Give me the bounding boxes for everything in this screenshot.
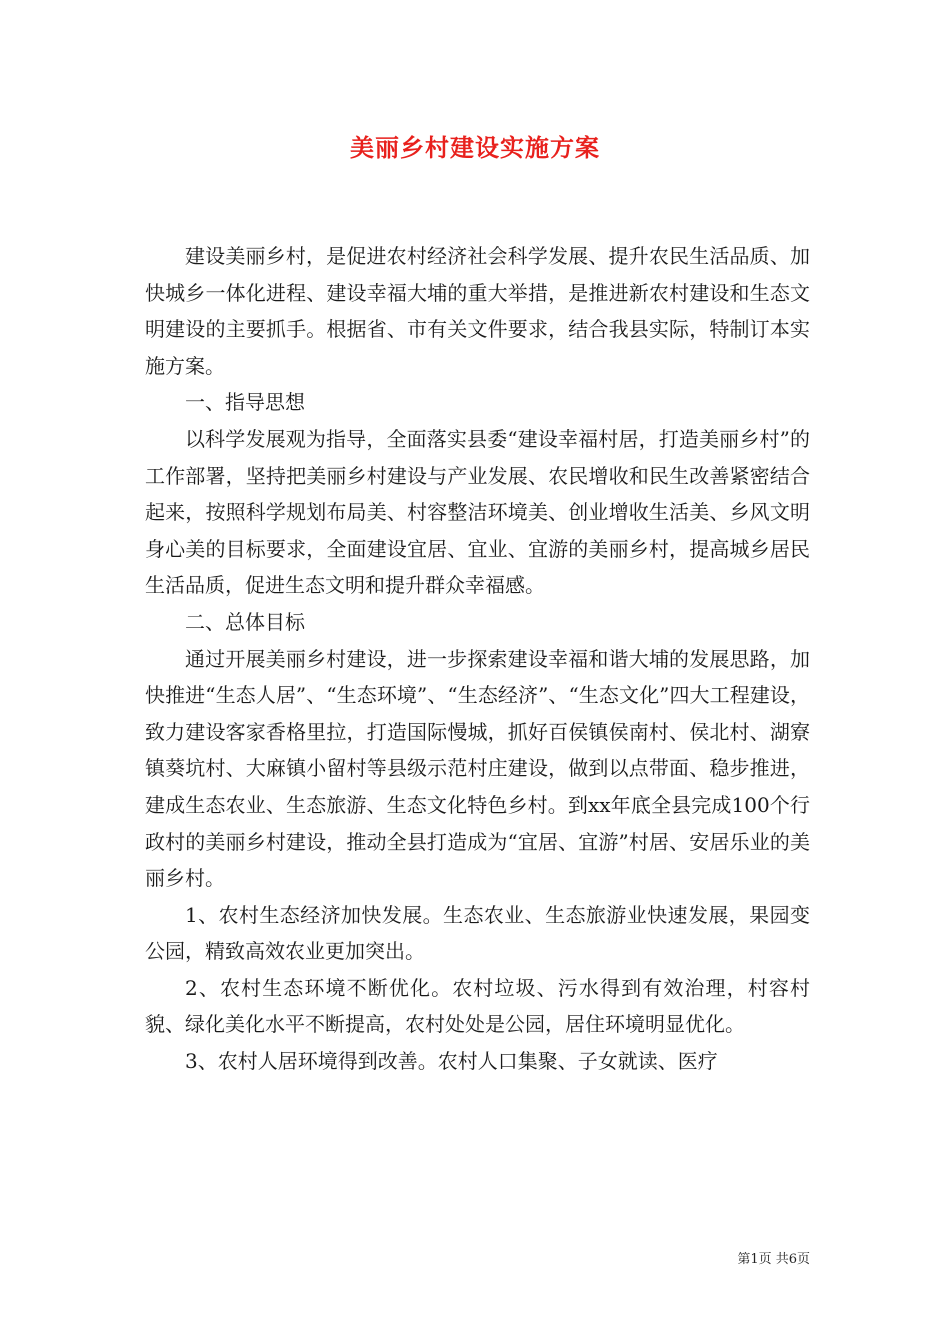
intro-paragraph: 建设美丽乡村，是促进农村经济社会科学发展、提升农民生活品质、加快城乡一体化进程、建设幸福大埔的重大举措，是推进新农村建设和生态文明建设的主要抓手。根据省、市有关文件要求，结合我县实际，特制订本实施方案。: [145, 244, 810, 378]
page-number: 第1页 共6页: [737, 1252, 810, 1267]
goal-item-3: 3、农村人居环境得到改善。农村人口集聚、子女就读、医疗: [185, 1049, 718, 1074]
overall-goals-paragraph: 通过开展美丽乡村建设，进一步探索建设幸福和谐大埔的发展思路，加快推进“生态人居”、“生态环境”、“生态经济”、“生态文化”四大工程建设，致力建设客家香格里拉，打造国际慢城，抓好百侯镇侯南村、侯北村、湖寮镇葵坑村、大麻镇小留村等县级示范村庄建设，做到以点带面、稳步推进，建成生态农业、生态旅游、生态文化特色乡村。到xx年底全县完成100个行政村的美丽乡村建设，推动全县打造成为“宜居、宜游”村居、安居乐业的美丽乡村。: [145, 646, 810, 891]
goal-item-2: 2、农村生态环境不断优化。农村垃圾、污水得到有效治理，村容村貌、绿化美化水平不断提高，农村处处是公园，居住环境明显优化。: [145, 975, 810, 1037]
section-heading-overall-goals: 二、总体目标: [185, 609, 305, 634]
goal-item-1: 1、农村生态经济加快发展。生态农业、生态旅游业快速发展，果园变公园，精致高效农业更加突出。: [145, 902, 810, 964]
document-title: 美丽乡村建设实施方案: [350, 133, 600, 162]
section-heading-guiding-ideology: 一、指导思想: [185, 390, 305, 415]
document-body: [145, 238, 810, 1080]
guiding-ideology-paragraph: 以科学发展观为指导，全面落实县委“建设幸福村居，打造美丽乡村”的工作部署，坚持把美丽乡村建设与产业发展、农民增收和民生改善紧密结合起来，按照科学规划布局美、村容整洁环境美、创业增收生活美、乡风文明身心美的目标要求，全面建设宜居、宜业、宜游的美丽乡村，提高城乡居民生活品质，促进生态文明和提升群众幸福感。: [145, 426, 810, 598]
